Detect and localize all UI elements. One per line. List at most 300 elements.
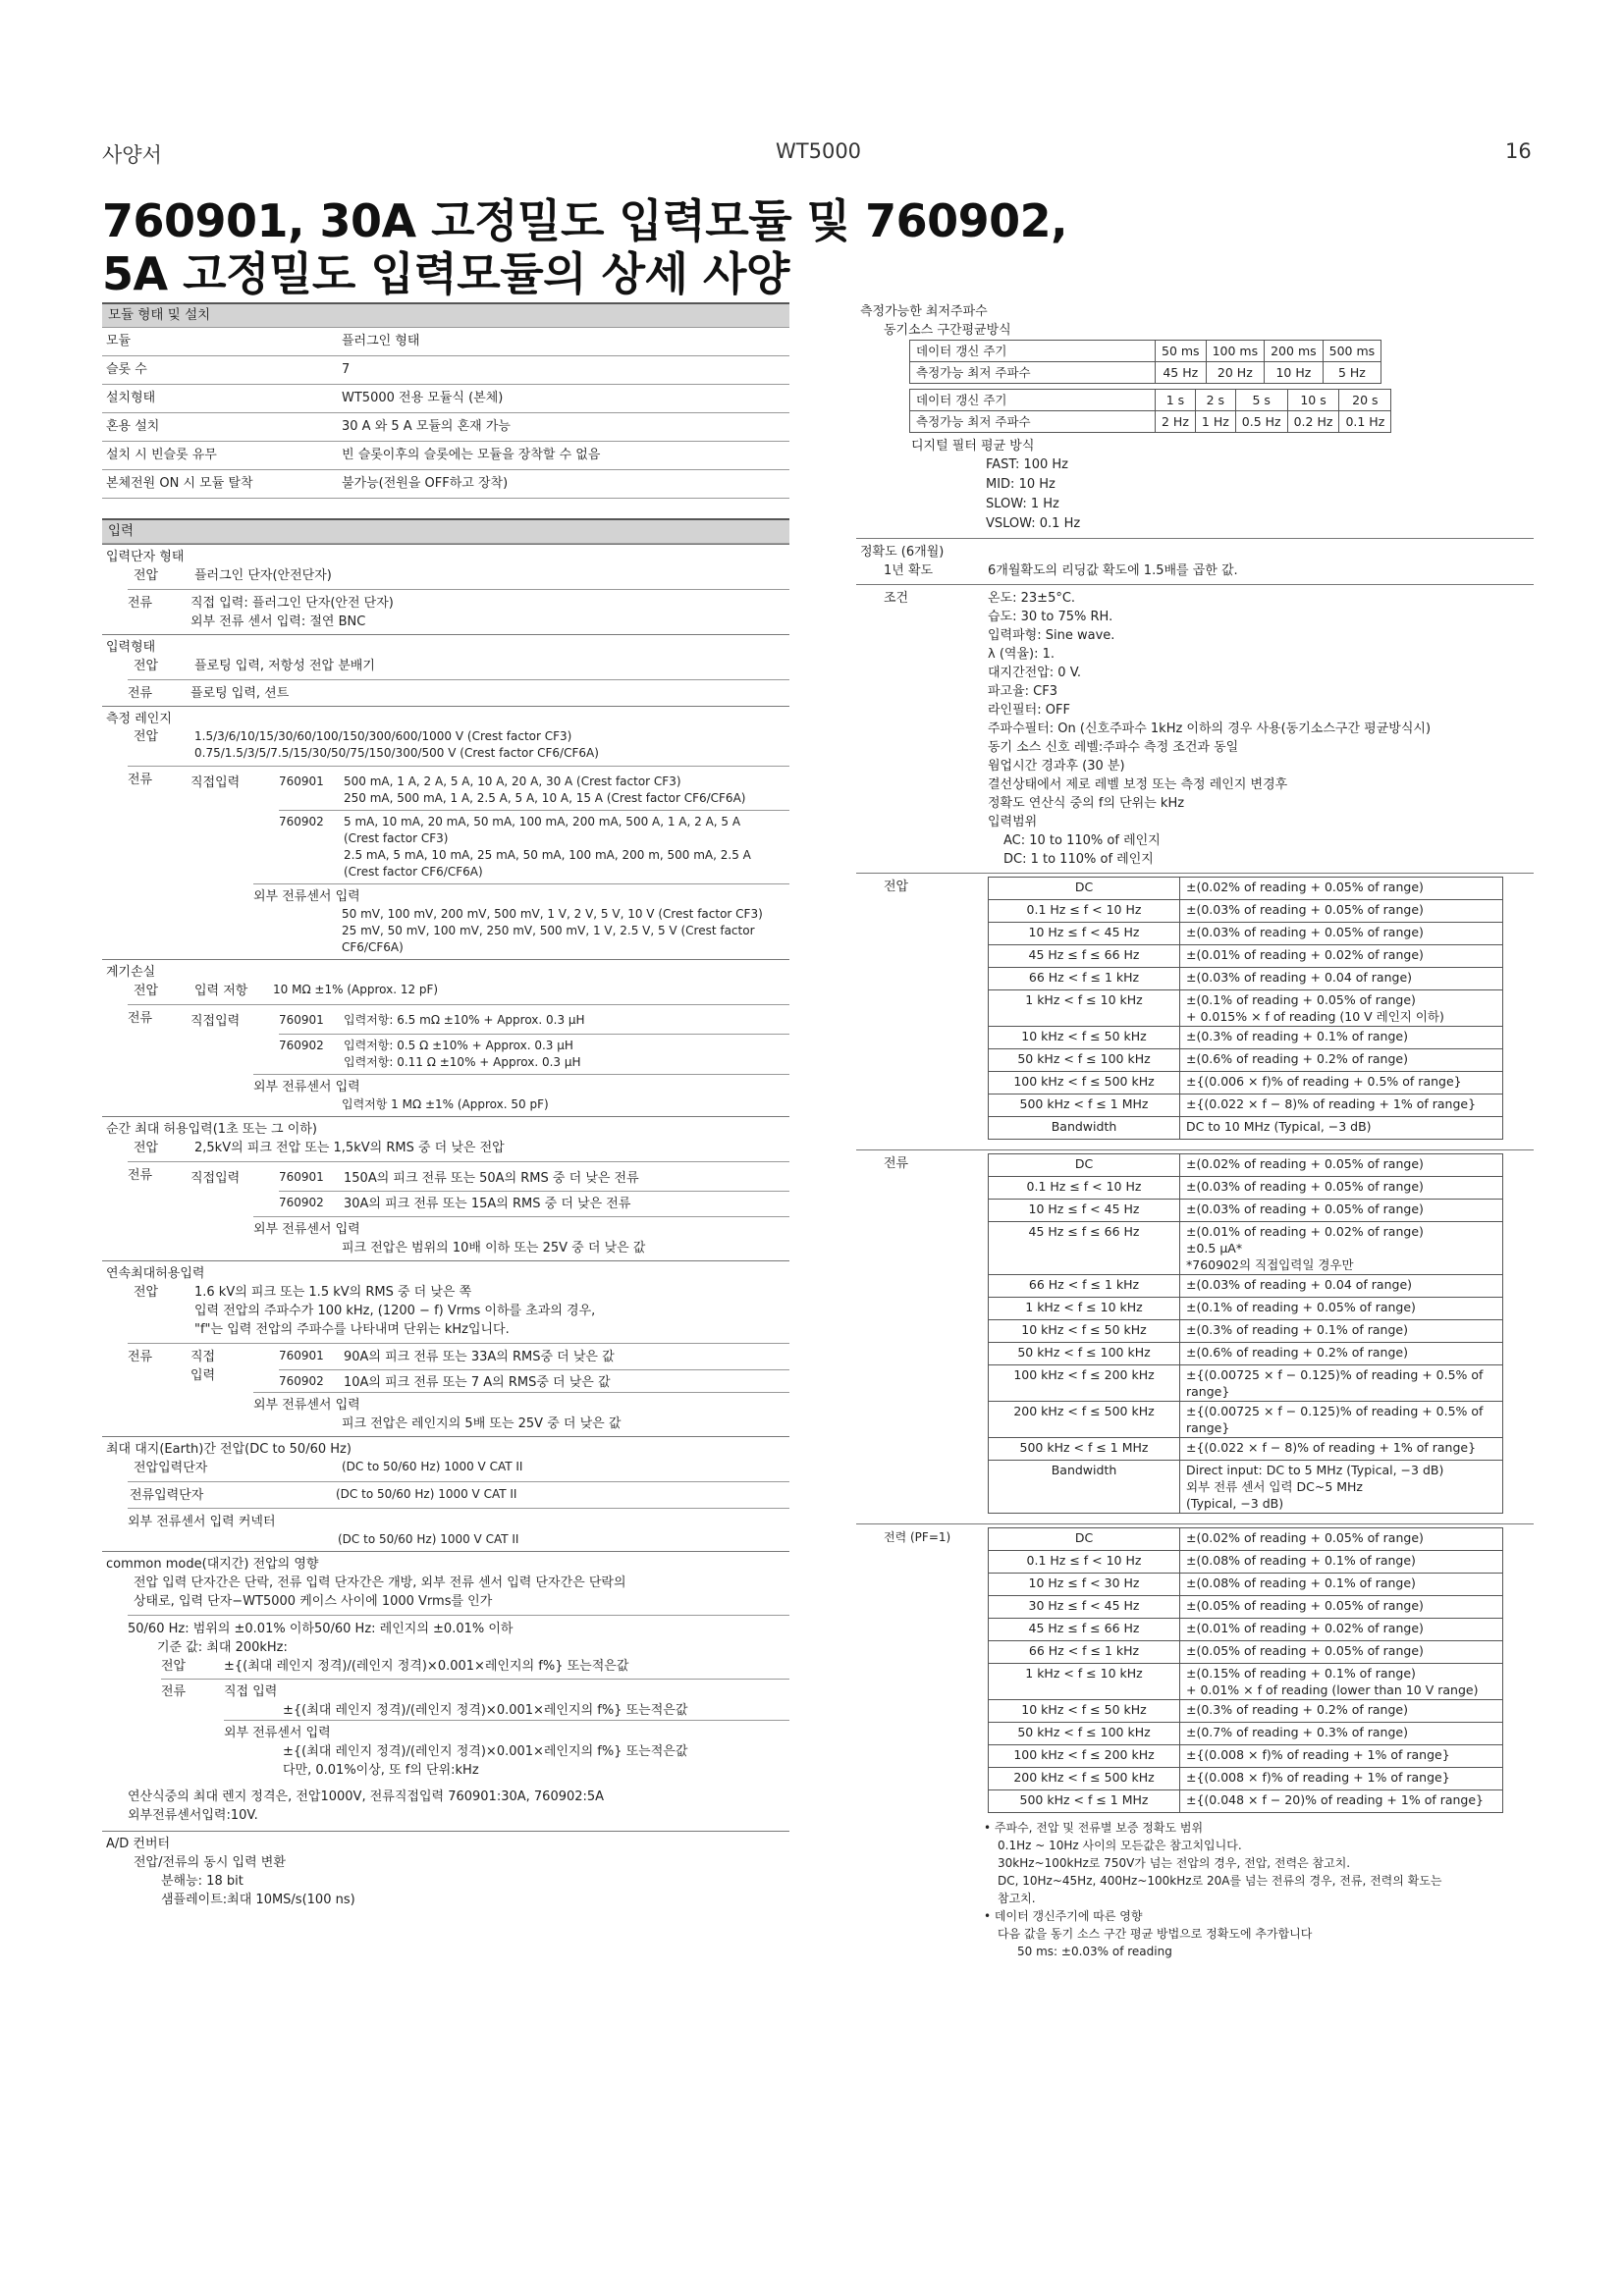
- cm-detail: [128, 1615, 789, 1825]
- earth-ext-key: 외부 전류센서 입력 커넥터: [128, 1515, 276, 1529]
- voltage-acc-row: [989, 968, 1503, 990]
- m2-peak: 30A의 피크 전류 또는 15A의 RMS 중 더 낮은 전류: [344, 1197, 631, 1211]
- continuous-current: [128, 1343, 789, 1436]
- voltage-acc-freq: 66 Hz < f ≤ 1 kHz: [989, 968, 1180, 990]
- current-acc-value: [1180, 1320, 1503, 1343]
- power-acc-row: [989, 1723, 1503, 1745]
- voltage-acc-value-line: ±(0.01% of reading + 0.02% of range): [1186, 947, 1424, 962]
- voltage-acc-value-line: DC to 10 MHz (Typical, −3 dB): [1186, 1119, 1372, 1134]
- module-row-key: 슬롯 수: [106, 362, 147, 377]
- power-acc-freq: 10 Hz ≤ f < 30 Hz: [989, 1574, 1180, 1596]
- voltage-acc-row: [989, 945, 1503, 968]
- cont-v1: 1.6 kV의 피크 또는 1.5 kV의 RMS 중 더 낮은 쪽: [194, 1285, 472, 1300]
- freq-cell: 200 ms: [1265, 341, 1324, 362]
- module-section-heading: 모듈 형태 및 설치: [102, 302, 789, 328]
- voltage-acc-value: [1180, 1049, 1503, 1072]
- earth-current-value: (DC to 50/60 Hz) 1000 V CAT II: [336, 1487, 517, 1501]
- ad-block: [102, 1831, 789, 1913]
- voltage-acc-value: [1180, 1072, 1503, 1095]
- module-row-value: WT5000 전용 모듈식 (본체): [342, 391, 504, 405]
- condition-item: 동기 소스 신호 레벨:주파수 측정 조건과 동일: [988, 740, 1239, 755]
- power-acc-row: [989, 1641, 1503, 1664]
- current-acc-freq: 66 Hz < f ≤ 1 kHz: [989, 1275, 1180, 1298]
- ext-cf6: 25 mV, 50 mV, 100 mV, 250 mV, 500 mV, 1 V, 2.5 V, 5 V (Crest factor CF6/CF6A): [342, 924, 755, 954]
- ext-peak: 피크 전압은 범위의 10배 이하 또는 25V 중 더 낮은 값: [342, 1241, 646, 1255]
- current-key: 전류: [128, 1350, 153, 1364]
- power-accuracy-key: 전력 (PF=1): [884, 1530, 951, 1544]
- earth-label: 최대 대지(Earth)간 전압(DC to 50/60 Hz): [106, 1442, 352, 1457]
- m2-d: (Crest factor CF6/CF6A): [344, 865, 483, 879]
- m2-resistance-b: 입력저항: 0.11 Ω ±10% + Approx. 0.3 µH: [344, 1055, 581, 1069]
- power-acc-row: [989, 1790, 1503, 1813]
- current-acc-value: [1180, 1275, 1503, 1298]
- power-accuracy-table: [988, 1527, 1503, 1813]
- accuracy-label: 정확도 (6개월): [860, 545, 945, 560]
- freq-row-label: 데이터 갱신 주기: [910, 390, 1156, 411]
- accuracy-block: [856, 538, 1534, 580]
- current-acc-row: [989, 1365, 1503, 1402]
- cm-voltage: ±{(최대 레인지 정격)/(레인지 정격)×0.001×레인지의 f%} 또는적은값: [224, 1659, 629, 1674]
- voltage-key: 전압: [134, 659, 159, 673]
- power-acc-row: [989, 1745, 1503, 1768]
- voltage-acc-row: [989, 1072, 1503, 1095]
- power-acc-freq: 500 kHz < f ≤ 1 MHz: [989, 1790, 1180, 1813]
- power-acc-value-line: ±(0.05% of reading + 0.05% of range): [1186, 1598, 1424, 1613]
- current-acc-value: [1180, 1154, 1503, 1177]
- filter-label: 디지털 필터 평균 방식: [911, 439, 1035, 454]
- current-acc-value-line: (Typical, −3 dB): [1186, 1496, 1284, 1511]
- power-acc-row: [989, 1528, 1503, 1551]
- freq-cell: 2 Hz: [1156, 411, 1196, 433]
- cm-l2: 상태로, 입력 단자−WT5000 케이스 사이에 1000 Vrms를 인가: [134, 1594, 493, 1609]
- condition-item: 파고율: CF3: [988, 684, 1058, 699]
- freq-cell: 100 ms: [1206, 341, 1265, 362]
- freq-table-1: [909, 340, 1381, 384]
- power-acc-freq: 0.1 Hz ≤ f < 10 Hz: [989, 1551, 1180, 1574]
- input-terminal-label: 입력단자 형태: [106, 550, 185, 564]
- freq-table-row: [910, 411, 1391, 433]
- module-760902: 760902: [279, 1374, 324, 1388]
- current-key: 전류: [128, 686, 153, 701]
- power-acc-value: [1180, 1664, 1503, 1700]
- condition-item: 대지간전압: 0 V.: [988, 666, 1082, 680]
- freq-table-2: [909, 389, 1391, 433]
- condition-item: 라인필터: OFF: [988, 703, 1070, 718]
- note-line: 0.1Hz ~ 10Hz 사이의 모든값은 참고치입니다.: [998, 1839, 1242, 1852]
- current-acc-value-line: ±{(0.00725 × f − 0.125)% of reading + 0.5% of range}: [1186, 1367, 1484, 1399]
- title-line-1: 760901, 30A 고정밀도 입력모듈 및 760902,: [102, 194, 1068, 247]
- power-acc-row: [989, 1551, 1503, 1574]
- current-accuracy-table: [988, 1153, 1503, 1514]
- current-key: 전류: [128, 773, 153, 787]
- voltage-key: 전압: [161, 1659, 187, 1674]
- freq-cell: 2 s: [1195, 390, 1235, 411]
- voltage-value: 플러그인 단자(안전단자): [194, 568, 332, 583]
- ext-sensor-label: 외부 전류센서 입력: [253, 1398, 360, 1413]
- cm-note-1: 연산식중의 최대 렌지 정격은, 전압1000V, 전류직접입력 760901:30A, 760902:5A: [128, 1789, 605, 1804]
- voltage-acc-freq: 10 Hz ≤ f < 45 Hz: [989, 923, 1180, 945]
- module-760901: 760901: [279, 1170, 324, 1184]
- current-acc-value: [1180, 1365, 1503, 1402]
- current-acc-freq: 200 kHz < f ≤ 500 kHz: [989, 1402, 1180, 1438]
- voltage-acc-row: [989, 1095, 1503, 1117]
- freq-cell: 10 s: [1287, 390, 1339, 411]
- power-acc-value: [1180, 1745, 1503, 1768]
- ad-l1: 전압/전류의 동시 입력 변환: [134, 1855, 286, 1870]
- voltage-acc-row: [989, 1027, 1503, 1049]
- current-acc-value-line: ±0.5 µA*: [1186, 1241, 1243, 1255]
- voltage-acc-freq: 100 kHz < f ≤ 500 kHz: [989, 1072, 1180, 1095]
- power-acc-value: [1180, 1619, 1503, 1641]
- power-acc-row: [989, 1596, 1503, 1619]
- voltage-key: 전압: [134, 1285, 159, 1300]
- freq-sub: 동기소스 구간평균방식: [884, 323, 1011, 338]
- voltage-acc-value-line: ±{(0.022 × f − 8)% of reading + 1% of range}: [1186, 1096, 1477, 1111]
- cm-ext-2: 다만, 0.01%이상, 또 f의 단위:kHz: [283, 1763, 479, 1778]
- power-acc-value: [1180, 1723, 1503, 1745]
- current-acc-value-line: ±(0.02% of reading + 0.05% of range): [1186, 1156, 1424, 1171]
- direct-input-label: 직접입력: [190, 1171, 241, 1186]
- condition-item: 입력파형: Sine wave.: [988, 628, 1115, 643]
- power-acc-value-line: ±(0.08% of reading + 0.1% of range): [1186, 1575, 1416, 1590]
- power-acc-value: [1180, 1528, 1503, 1551]
- voltage-key: 전압: [134, 568, 159, 583]
- input-resistance-value: 10 MΩ ±1% (Approx. 12 pF): [273, 983, 439, 996]
- voltage-acc-value: [1180, 990, 1503, 1027]
- power-acc-freq: 10 kHz < f ≤ 50 kHz: [989, 1700, 1180, 1723]
- cm-l4: 기준 값: 최대 200kHz:: [157, 1640, 288, 1655]
- current-accuracy-key: 전류: [884, 1156, 909, 1171]
- current-external: 외부 전류 센서 입력: 절연 BNC: [190, 614, 366, 629]
- note-line: 30kHz~100kHz로 750V가 넘는 전압의 경우, 전압, 전력은 참고치.: [998, 1856, 1351, 1870]
- freq-row-label: 측정가능 최저 주파수: [910, 362, 1156, 384]
- power-acc-freq: 45 Hz ≤ f ≤ 66 Hz: [989, 1619, 1180, 1641]
- current-acc-value: [1180, 1222, 1503, 1275]
- power-acc-freq: 50 kHz < f ≤ 100 kHz: [989, 1723, 1180, 1745]
- current-acc-value-line: ±{(0.00725 × f − 0.125)% of reading + 0.5% of range}: [1186, 1404, 1484, 1435]
- module-row: [102, 328, 789, 356]
- freq-table-row: [910, 341, 1381, 362]
- note-line: • 데이터 갱신주기에 따른 영향: [984, 1909, 1143, 1923]
- power-acc-value-line: ±(0.05% of reading + 0.05% of range): [1186, 1643, 1424, 1658]
- earth-voltage-value: (DC to 50/60 Hz) 1000 V CAT II: [342, 1460, 523, 1473]
- cm-label: common mode(대지간) 전압의 영향: [106, 1557, 319, 1572]
- condition-item: 습도: 30 to 75% RH.: [988, 610, 1113, 624]
- condition-item: λ (역율): 1.: [988, 647, 1056, 662]
- direct-input-label: 직접 입력: [224, 1684, 278, 1699]
- input-type-block: [102, 634, 789, 679]
- voltage-acc-value-line: ±(0.03% of reading + 0.05% of range): [1186, 925, 1424, 939]
- filter-vslow: VSLOW: 0.1 Hz: [986, 516, 1081, 531]
- module-row-value: 30 A 와 5 A 모듈의 혼재 가능: [342, 419, 511, 434]
- m2-cont: 10A의 피크 전류 또는 7 A의 RMS중 더 낮은 값: [344, 1375, 611, 1390]
- module-row-key: 설치 시 빈슬롯 유무: [106, 448, 217, 462]
- current-acc-value: [1180, 1402, 1503, 1438]
- freq-cell: 0.2 Hz: [1287, 411, 1339, 433]
- power-acc-freq: 30 Hz ≤ f < 45 Hz: [989, 1596, 1180, 1619]
- range-block: [102, 706, 789, 766]
- current-acc-freq: 1 kHz < f ≤ 10 kHz: [989, 1298, 1180, 1320]
- ext-sensor-label: 외부 전류센서 입력: [253, 1222, 360, 1237]
- freq-cell: 1 Hz: [1195, 411, 1235, 433]
- module-760902: 760902: [279, 1196, 324, 1209]
- voltage-acc-value-line: ±{(0.006 × f)% of reading + 0.5% of range}: [1186, 1074, 1462, 1089]
- module-row-key: 설치형태: [106, 391, 156, 405]
- module-760901: 760901: [279, 774, 324, 788]
- module-760901: 760901: [279, 1349, 324, 1362]
- input-terminal-current: [128, 589, 789, 634]
- current-acc-freq: 45 Hz ≤ f ≤ 66 Hz: [989, 1222, 1180, 1275]
- power-acc-row: [989, 1619, 1503, 1641]
- voltage-acc-value: [1180, 900, 1503, 923]
- current-key: 전류: [161, 1684, 187, 1699]
- voltage-acc-value: [1180, 945, 1503, 968]
- condition-item: 정확도 연산식 중의 f의 단위는 kHz: [988, 796, 1185, 811]
- voltage-acc-freq: Bandwidth: [989, 1117, 1180, 1140]
- module-row: [102, 356, 789, 385]
- cm-ext-1: ±{(최대 레인지 정격)/(레인지 정격)×0.001×레인지의 f%} 또는적은값: [283, 1744, 688, 1759]
- voltage-acc-row: [989, 900, 1503, 923]
- current-acc-value: [1180, 1200, 1503, 1222]
- current-acc-row: [989, 1275, 1503, 1298]
- page-number: 16: [1505, 139, 1532, 163]
- ext-sensor-label: 외부 전류센서 입력: [253, 1080, 360, 1095]
- current-acc-freq: 10 kHz < f ≤ 50 kHz: [989, 1320, 1180, 1343]
- title-line-2: 5A 고정밀도 입력모듈의 상세 사양: [102, 247, 789, 300]
- power-acc-value-line: ±(0.3% of reading + 0.2% of range): [1186, 1702, 1408, 1717]
- condition-item: 온도: 23±5°C.: [988, 591, 1076, 606]
- current-acc-value: [1180, 1177, 1503, 1200]
- left-column: [102, 302, 789, 1913]
- ext-cf3: 50 mV, 100 mV, 200 mV, 500 mV, 1 V, 2 V, 5 V, 10 V (Crest factor CF3): [342, 907, 763, 921]
- power-acc-value: [1180, 1768, 1503, 1790]
- freq-row-label: 측정가능 최저 주파수: [910, 411, 1156, 433]
- ext-resistance: 입력저항 1 MΩ ±1% (Approx. 50 pF): [342, 1097, 549, 1111]
- input-section-heading: 입력: [102, 518, 789, 544]
- freq-label: 측정가능한 최저주파수: [860, 304, 988, 319]
- voltage-acc-value-line: ±(0.03% of reading + 0.05% of range): [1186, 902, 1424, 917]
- earth-ext: [128, 1508, 789, 1551]
- condition-item: 웜업시간 경과후 (30 분): [988, 759, 1125, 774]
- voltage-acc-value-line: ±(0.6% of reading + 0.2% of range): [1186, 1051, 1408, 1066]
- power-acc-value: [1180, 1641, 1503, 1664]
- voltage-acc-value-line: ±(0.3% of reading + 0.1% of range): [1186, 1029, 1408, 1043]
- m1-cf3: 500 mA, 1 A, 2 A, 5 A, 10 A, 20 A, 30 A (Crest factor CF3): [344, 774, 681, 788]
- current-key: 전류: [128, 1168, 153, 1183]
- cm-l1: 전압 입력 단자간은 단락, 전류 입력 단자간은 개방, 외부 전류 센서 입력 단자간은 단락의: [134, 1575, 626, 1590]
- power-acc-value-line: ±{(0.008 × f)% of reading + 1% of range}: [1186, 1770, 1450, 1785]
- input-resistance-key: 입력 저항: [194, 984, 248, 998]
- current-acc-freq: 0.1 Hz ≤ f < 10 Hz: [989, 1177, 1180, 1200]
- current-acc-freq: 100 kHz < f ≤ 200 kHz: [989, 1365, 1180, 1402]
- voltage-value: 플로팅 입력, 저항성 전압 분배기: [194, 659, 375, 673]
- power-acc-freq: 1 kHz < f ≤ 10 kHz: [989, 1664, 1180, 1700]
- voltage-acc-value: [1180, 1117, 1503, 1140]
- voltage-acc-value-line: ±(0.03% of reading + 0.04 of range): [1186, 970, 1413, 985]
- peak-current: [128, 1161, 789, 1260]
- current-acc-row: [989, 1438, 1503, 1461]
- loss-block: [102, 959, 789, 1004]
- voltage-acc-value: [1180, 1095, 1503, 1117]
- power-acc-value-line: ±(0.15% of reading + 0.1% of range): [1186, 1666, 1416, 1681]
- power-acc-row: [989, 1700, 1503, 1723]
- voltage-acc-value-line: + 0.015% × f of reading (10 V 레인지 이하): [1186, 1009, 1444, 1024]
- voltage-acc-freq: 500 kHz < f ≤ 1 MHz: [989, 1095, 1180, 1117]
- current-acc-value-line: ±(0.03% of reading + 0.05% of range): [1186, 1179, 1424, 1194]
- module-row: [102, 385, 789, 413]
- right-column: [856, 302, 1534, 1960]
- earth-block: [102, 1436, 789, 1481]
- module-table: [102, 328, 789, 499]
- condition-item: 결선상태에서 제로 레벨 보정 또는 측정 레인지 변경후: [988, 777, 1288, 792]
- freq-cell: 20 Hz: [1206, 362, 1265, 384]
- current-acc-freq: 500 kHz < f ≤ 1 MHz: [989, 1438, 1180, 1461]
- m1-cont: 90A의 피크 전류 또는 33A의 RMS중 더 낮은 값: [344, 1350, 615, 1364]
- power-acc-value: [1180, 1574, 1503, 1596]
- input-terminal-block: [102, 544, 789, 589]
- freq-row-label: 데이터 갱신 주기: [910, 341, 1156, 362]
- freq-cell: 1 s: [1156, 390, 1196, 411]
- power-acc-freq: 66 Hz < f ≤ 1 kHz: [989, 1641, 1180, 1664]
- note-line: DC, 10Hz~45Hz, 400Hz~100kHz로 20A를 넘는 전류의 경우, 전류, 전력의 확도는: [998, 1874, 1442, 1888]
- m2-a: 5 mA, 10 mA, 20 mA, 50 mA, 100 mA, 200 mA, 500 A, 1 A, 2 A, 5 A: [344, 815, 741, 828]
- current-acc-value-line: ±(0.03% of reading + 0.05% of range): [1186, 1201, 1424, 1216]
- range-current: [128, 766, 789, 959]
- current-acc-value-line: *760902의 직접입력일 경우만: [1186, 1257, 1354, 1272]
- current-acc-row: [989, 1298, 1503, 1320]
- voltage-acc-freq: 10 kHz < f ≤ 50 kHz: [989, 1027, 1180, 1049]
- voltage-acc-row: [989, 990, 1503, 1027]
- voltage-acc-freq: 0.1 Hz ≤ f < 10 Hz: [989, 900, 1180, 923]
- power-acc-value: [1180, 1790, 1503, 1813]
- voltage-acc-value: [1180, 968, 1503, 990]
- current-acc-value: [1180, 1343, 1503, 1365]
- header-model: WT5000: [776, 139, 862, 163]
- condition-item: DC: 1 to 110% of 레인지: [1003, 852, 1154, 867]
- current-acc-value-line: 외부 전류 센서 입력 DC~5 MHz: [1186, 1479, 1363, 1494]
- module-row: [102, 470, 789, 499]
- current-acc-value-line: ±(0.6% of reading + 0.2% of range): [1186, 1345, 1408, 1360]
- m2-c: 2.5 mA, 5 mA, 10 mA, 25 mA, 50 mA, 100 mA, 200 m, 500 mA, 2.5 A: [344, 848, 751, 862]
- voltage-accuracy-key: 전압: [884, 880, 909, 894]
- power-acc-row: [989, 1664, 1503, 1700]
- current-acc-row: [989, 1402, 1503, 1438]
- voltage-acc-value-line: ±(0.1% of reading + 0.05% of range): [1186, 992, 1416, 1007]
- ext-sensor-label: 외부 전류센서 입력: [224, 1726, 331, 1740]
- module-row-value: 불가능(전원을 OFF하고 장착): [342, 476, 509, 491]
- current-acc-freq: Bandwidth: [989, 1461, 1180, 1514]
- module-row-key: 모듈: [106, 334, 132, 348]
- page-title: [102, 194, 1067, 300]
- current-acc-freq: 50 kHz < f ≤ 100 kHz: [989, 1343, 1180, 1365]
- cont-v2: 입력 전압의 주파수가 100 kHz, (1200 − f) Vrms 이하를 초과의 경우,: [194, 1304, 596, 1318]
- power-acc-value-line: ±(0.08% of reading + 0.1% of range): [1186, 1553, 1416, 1568]
- conditions-list: [988, 589, 1431, 869]
- voltage-acc-value: [1180, 878, 1503, 900]
- current-acc-value: [1180, 1461, 1503, 1514]
- voltage-value: 2,5kV의 피크 전압 또는 1,5kV의 RMS 중 더 낮은 전압: [194, 1141, 505, 1155]
- notes: [856, 1819, 1534, 1960]
- voltage-acc-value-line: ±(0.02% of reading + 0.05% of range): [1186, 880, 1424, 894]
- freq-cell: 0.1 Hz: [1339, 411, 1391, 433]
- power-acc-row: [989, 1768, 1503, 1790]
- module-row-value: 7: [342, 362, 351, 377]
- current-acc-value-line: ±{(0.022 × f − 8)% of reading + 1% of range}: [1186, 1440, 1477, 1455]
- cont-v3: "f"는 입력 전압의 주파수를 나타내며 단위는 kHz입니다.: [194, 1322, 510, 1337]
- module-row: [102, 442, 789, 470]
- m2-resistance-a: 입력저항: 0.5 Ω ±10% + Approx. 0.3 µH: [344, 1039, 573, 1052]
- freq-table-row: [910, 362, 1381, 384]
- condition-item: 입력범위: [988, 815, 1038, 829]
- current-acc-value: [1180, 1438, 1503, 1461]
- voltage-acc-freq: 45 Hz ≤ f ≤ 66 Hz: [989, 945, 1180, 968]
- header-doc-type: 사양서: [102, 143, 162, 167]
- direct-1: 직접: [190, 1350, 216, 1364]
- loss-current: [128, 1004, 789, 1116]
- voltage-acc-row: [989, 1049, 1503, 1072]
- condition-item: 주파수필터: On (신호주파수 1kHz 이하의 경우 사용(동기소스구간 평균방식시): [988, 721, 1432, 736]
- current-acc-row: [989, 1461, 1503, 1514]
- earth-current-key: 전류입력단자: [130, 1488, 204, 1503]
- voltage-acc-freq: 50 kHz < f ≤ 100 kHz: [989, 1049, 1180, 1072]
- power-acc-value-line: + 0.01% × f of reading (lower than 10 V range): [1186, 1682, 1479, 1697]
- power-acc-freq: 200 kHz < f ≤ 500 kHz: [989, 1768, 1180, 1790]
- one-year-value: 6개월확도의 리딩값 확도에 1.5배를 곱한 값.: [988, 563, 1238, 578]
- m1-resistance: 입력저항: 6.5 mΩ ±10% + Approx. 0.3 µH: [344, 1013, 585, 1027]
- power-acc-value-line: ±(0.7% of reading + 0.3% of range): [1186, 1725, 1408, 1739]
- earth-current: [128, 1481, 789, 1508]
- current-acc-value-line: Direct input: DC to 5 MHz (Typical, −3 dB): [1186, 1463, 1444, 1477]
- current-acc-row: [989, 1222, 1503, 1275]
- note-line: 참고치.: [998, 1892, 1036, 1905]
- freq-table-row: [910, 390, 1391, 411]
- current-direct: 직접 입력: 플러그인 단자(안전 단자): [190, 596, 394, 611]
- module-row-key: 본체전원 ON 시 모듈 탈착: [106, 476, 253, 491]
- cm-note-2: 외부전류센서입력:10V.: [128, 1808, 258, 1823]
- freq-cell: 20 s: [1339, 390, 1391, 411]
- voltage-acc-row: [989, 923, 1503, 945]
- current-acc-row: [989, 1200, 1503, 1222]
- current-value: 플로팅 입력, 션트: [190, 686, 290, 701]
- voltage-accuracy-table: [988, 877, 1503, 1140]
- module-row-value: 플러그인 형태: [342, 334, 420, 348]
- power-acc-value-line: ±(0.02% of reading + 0.05% of range): [1186, 1530, 1424, 1545]
- ext-cont: 피크 전압은 레인지의 5배 또는 25V 중 더 낮은 값: [342, 1416, 622, 1431]
- current-key: 전류: [128, 596, 153, 611]
- earth-ext-value: (DC to 50/60 Hz) 1000 V CAT II: [338, 1532, 519, 1546]
- voltage-range-cf3: 1.5/3/6/10/15/30/60/100/150/300/600/1000 V (Crest factor CF3): [194, 729, 572, 743]
- direct-2: 입력: [190, 1368, 216, 1383]
- m2-b: (Crest factor CF3): [344, 831, 449, 845]
- current-acc-freq: DC: [989, 1154, 1180, 1177]
- filter-mid: MID: 10 Hz: [986, 477, 1056, 492]
- module-760902: 760902: [279, 815, 324, 828]
- voltage-acc-row: [989, 1117, 1503, 1140]
- power-acc-value-line: ±{(0.048 × f − 20)% of reading + 1% of range}: [1186, 1792, 1485, 1807]
- continuous-block: [102, 1260, 789, 1343]
- voltage-range-cf6: 0.75/1.5/3/5/7.5/15/30/50/75/150/300/500 V (Crest factor CF6/CF6A): [194, 746, 599, 760]
- power-acc-value-line: ±(0.01% of reading + 0.02% of range): [1186, 1621, 1424, 1635]
- freq-cell: 0.5 Hz: [1235, 411, 1287, 433]
- cm-l3: 50/60 Hz: 범위의 ±0.01% 이하50/60 Hz: 레인지의 ±0.01% 이하: [128, 1622, 514, 1636]
- module-760902: 760902: [279, 1039, 324, 1052]
- power-acc-freq: 100 kHz < f ≤ 200 kHz: [989, 1745, 1180, 1768]
- freq-cell: 500 ms: [1323, 341, 1381, 362]
- note-line: • 주파수, 전압 및 전류별 보증 정확도 범위: [984, 1821, 1204, 1835]
- filter-fast: FAST: 100 Hz: [986, 457, 1068, 472]
- direct-input-label: 직접입력: [190, 775, 241, 790]
- current-acc-value-line: ±(0.3% of reading + 0.1% of range): [1186, 1322, 1408, 1337]
